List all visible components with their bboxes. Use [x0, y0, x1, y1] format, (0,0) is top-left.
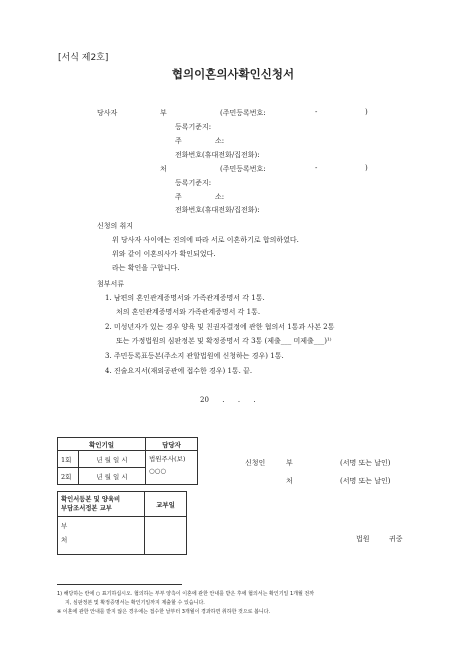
date-line: 20 . . .	[200, 396, 256, 404]
signature-husband-label: 부	[286, 459, 293, 467]
parties-label: 당사자	[97, 109, 118, 117]
husband-reg-dash: -	[315, 108, 318, 116]
husband-reg-no-label: (주민등록번호:	[220, 109, 266, 117]
husband-seal-text: (서명 또는 날인)	[340, 459, 391, 467]
officer-name: ○○○	[149, 467, 167, 475]
wife-seal-text: (서명 또는 날인)	[340, 477, 391, 485]
attachment-item-2b: 또는 가정법원의 심판정본 및 확정증명서 각 3통 (제출___ 미제출___)¹⁾	[116, 337, 332, 345]
wife-label: 처	[160, 165, 167, 173]
wife-address-label-2: 소:	[215, 193, 225, 201]
confirm-date-header: 확인기일	[58, 438, 146, 451]
attachment-item-2a: 2. 미성년자가 있는 경우 양육 및 친권자결정에 관한 협의서 1통과 사본 2통	[105, 323, 335, 331]
officer-header: 담당자	[146, 438, 198, 451]
round-1-label: 1회	[58, 451, 79, 468]
round-2-label: 2회	[58, 468, 79, 485]
round-1-date: 년 월 일 시	[79, 451, 146, 468]
husband-reg-close: )	[365, 108, 368, 116]
court-addressee: 귀중	[389, 535, 403, 543]
confirm-date-table	[57, 437, 198, 485]
officer-cell	[146, 451, 198, 485]
applicant-label: 신청인	[245, 459, 266, 467]
delivery-table	[57, 491, 187, 555]
purpose-line-2: 위와 같이 이혼의사가 확인되었다.	[112, 250, 216, 258]
husband-address-label-2: 소:	[215, 137, 225, 145]
wife-address-label-1: 주	[175, 193, 182, 201]
attachment-item-1a: 1. 남편의 혼인관계증명서와 가족관계증명서 각 1통.	[105, 294, 265, 302]
attachment-item-1b: 처의 혼인관계증명서와 가족관계증명서 각 1통.	[116, 308, 261, 316]
husband-domicile-label: 등록기준지:	[175, 123, 212, 131]
footnote-1-continued: 지, 심판정본 및 확정증명서는 확인기일까지 제출할 수 있습니다.	[65, 600, 205, 606]
attachments-heading: 첨부서류	[97, 280, 125, 288]
delivery-wife-label: 처	[61, 536, 68, 544]
attachment-item-3: 3. 주민등록표등본(주소지 관할법원에 신청하는 경우) 1통.	[105, 352, 284, 360]
signature-wife-label: 처	[286, 477, 293, 485]
delivery-husband-label: 부	[61, 522, 68, 530]
wife-reg-no-label: (주민등록번호:	[220, 165, 266, 173]
wife-phone-label: 전화번호(휴대전화/집전화):	[175, 206, 260, 214]
purpose-line-3: 라는 확인을 구합니다.	[112, 264, 180, 272]
page-title: 협의이혼의사확인신청서	[171, 67, 295, 81]
purpose-line-1: 위 당사자 사이에는 진의에 따라 서로 이혼하기로 합의하였다.	[112, 236, 299, 244]
delivery-doc-header-line-1: 확인서등본 및 양육비	[61, 496, 121, 503]
husband-address-label-1: 주	[175, 137, 182, 145]
purpose-heading: 신청의 취지	[97, 222, 134, 230]
officer-title: 법원주사(보)	[149, 455, 186, 463]
wife-reg-dash: -	[315, 164, 318, 172]
form-number: [서식 제2호]	[58, 53, 109, 63]
footnote-separator	[57, 584, 182, 585]
footnote-2: ※ 이혼에 관한 안내를 받지 않은 경우에는 접수한 날부터 3개월이 경과하면 취하한 것으로 봅니다.	[57, 609, 271, 615]
husband-label: 부	[160, 109, 167, 117]
attachment-item-4: 4. 진술요지서(재외공관에 접수한 경우) 1통. 끝.	[105, 367, 253, 375]
delivery-doc-header	[58, 492, 145, 517]
wife-domicile-label: 등록기준지:	[175, 179, 212, 187]
delivery-recipients-cell	[58, 517, 145, 555]
delivery-doc-header-line-2: 부담조서정본 교부	[61, 505, 112, 512]
delivery-date-cell	[145, 517, 187, 555]
wife-reg-close: )	[365, 164, 368, 172]
delivery-date-header: 교부일	[145, 492, 187, 517]
round-2-date: 년 월 일 시	[79, 468, 146, 485]
court-name: 법원	[356, 535, 370, 543]
footnote-1: 1) 해당하는 란에 ○ 표기하십시오. 협의하는 부부 양측이 이혼에 관한 안내를 받은 후에 협의서는 확인기일 1개월 전까	[57, 591, 315, 597]
husband-phone-label: 전화번호(휴대전화/집전화):	[175, 151, 260, 159]
